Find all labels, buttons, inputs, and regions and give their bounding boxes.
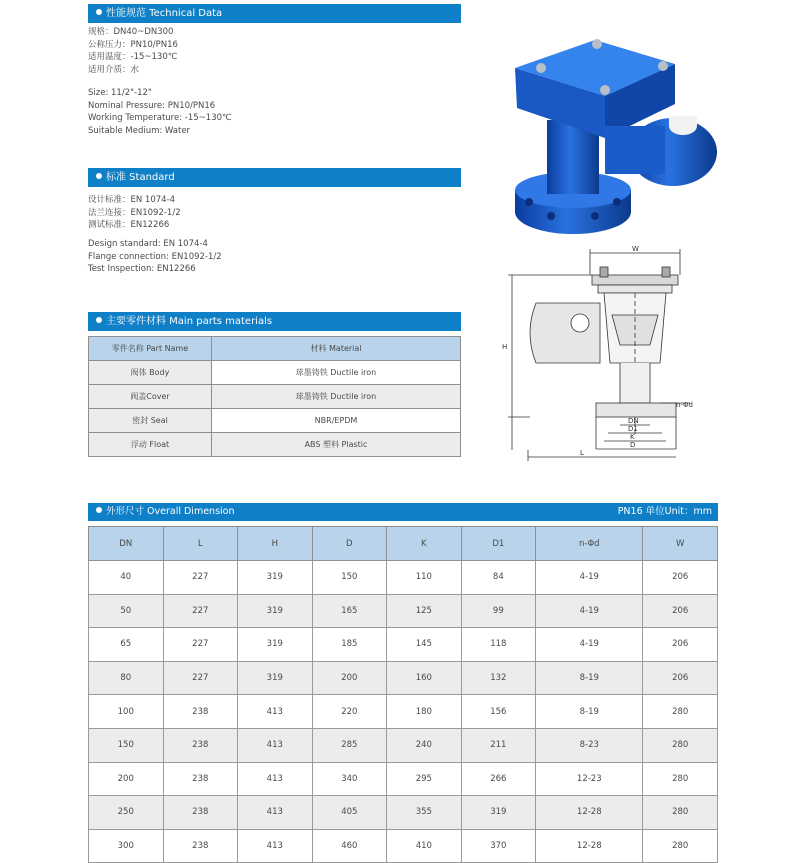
- table-cell: 99: [461, 594, 536, 628]
- table-cell: 84: [461, 561, 536, 595]
- table-cell: 319: [238, 628, 313, 662]
- table-cell: 4-19: [536, 628, 643, 662]
- table-cell: 238: [163, 796, 238, 830]
- table-cell: 206: [643, 628, 718, 662]
- tech-line: 适用温度：-15~130℃: [88, 52, 178, 62]
- bullet-icon: [96, 507, 102, 513]
- table-row: [89, 385, 461, 409]
- tech-line: Size: 11/2"-12": [88, 88, 152, 98]
- header-cell: L: [163, 527, 238, 561]
- table-cell: 185: [312, 628, 387, 662]
- technical-data-header: [88, 4, 461, 23]
- table-row: [89, 628, 718, 662]
- table-cell: 200: [312, 661, 387, 695]
- table-cell: 413: [238, 829, 313, 863]
- table-cell: 280: [643, 829, 718, 863]
- tech-line: 公称压力：PN10/PN16: [88, 39, 178, 50]
- table-cell: 280: [643, 728, 718, 762]
- table-header-row: [89, 337, 461, 361]
- tech-line: 适用介质：水: [88, 64, 140, 75]
- table-cell: 227: [163, 628, 238, 662]
- bullet-icon: [96, 173, 102, 179]
- technical-data-en: [88, 87, 232, 137]
- table-cell: 80: [89, 661, 164, 695]
- table-cell: 球墨铸铁 Ductile iron: [212, 385, 461, 409]
- table-cell: 206: [643, 561, 718, 595]
- table-cell: 50: [89, 594, 164, 628]
- header-cell: D: [312, 527, 387, 561]
- table-cell: 211: [461, 728, 536, 762]
- header-cell: 零件名称 Part Name: [89, 337, 212, 361]
- table-cell: 118: [461, 628, 536, 662]
- table-cell: 165: [312, 594, 387, 628]
- table-cell: 132: [461, 661, 536, 695]
- table-cell: 238: [163, 695, 238, 729]
- table-row: [89, 661, 718, 695]
- table-cell: 227: [163, 594, 238, 628]
- table-cell: 阀盖Cover: [89, 385, 212, 409]
- standard-line: Design standard: EN 1074-4: [88, 239, 208, 249]
- table-cell: 285: [312, 728, 387, 762]
- table-cell: 250: [89, 796, 164, 830]
- table-cell: 220: [312, 695, 387, 729]
- standard-line: 法兰连接：EN1092-1/2: [88, 207, 181, 218]
- label-nd: n-Φd: [676, 401, 693, 409]
- table-cell: 413: [238, 762, 313, 796]
- standard-title: 标准 Standard: [106, 172, 175, 183]
- table-cell: 295: [387, 762, 462, 796]
- table-cell: 227: [163, 561, 238, 595]
- table-cell: 413: [238, 695, 313, 729]
- materials-title: 主要零件材料 Main parts materials: [106, 316, 273, 327]
- table-cell: 150: [89, 728, 164, 762]
- table-row: [89, 695, 718, 729]
- label-l: L: [580, 449, 584, 457]
- valve-dimension-drawing: [500, 245, 710, 465]
- tech-line: Working Temperature: -15~130℃: [88, 113, 232, 123]
- table-cell: 180: [387, 695, 462, 729]
- header-cell: 材料 Material: [212, 337, 461, 361]
- table-cell: 280: [643, 762, 718, 796]
- table-header-row: [89, 527, 718, 561]
- table-cell: 4-19: [536, 561, 643, 595]
- table-cell: 160: [387, 661, 462, 695]
- materials-header: [88, 312, 461, 331]
- table-cell: 4-19: [536, 594, 643, 628]
- table-row: [89, 361, 461, 385]
- table-row: [89, 561, 718, 595]
- dimensions-table: [88, 526, 718, 863]
- table-cell: 238: [163, 762, 238, 796]
- table-cell: 280: [643, 695, 718, 729]
- standard-en: [88, 238, 222, 276]
- table-cell: 319: [238, 594, 313, 628]
- table-row: [89, 762, 718, 796]
- standard-line: 测试标准：EN12266: [88, 220, 170, 230]
- table-cell: 300: [89, 829, 164, 863]
- table-cell: 球墨铸铁 Ductile iron: [212, 361, 461, 385]
- header-cell: K: [387, 527, 462, 561]
- table-cell: 65: [89, 628, 164, 662]
- standard-header: [88, 168, 461, 187]
- table-cell: 156: [461, 695, 536, 729]
- header-cell: W: [643, 527, 718, 561]
- table-row: [89, 796, 718, 830]
- materials-table: [88, 336, 461, 457]
- bullet-icon: [96, 9, 102, 15]
- table-cell: 100: [89, 695, 164, 729]
- table-cell: 200: [89, 762, 164, 796]
- header-cell: H: [238, 527, 313, 561]
- table-cell: 8-19: [536, 661, 643, 695]
- technical-data-cn: [88, 26, 178, 76]
- table-cell: 238: [163, 728, 238, 762]
- label-d: D: [630, 441, 636, 449]
- standard-line: Flange connection: EN1092-1/2: [88, 251, 222, 262]
- dimensions-header: [88, 503, 718, 521]
- valve-photo: [505, 30, 720, 245]
- table-cell: 150: [312, 561, 387, 595]
- table-cell: 8-19: [536, 695, 643, 729]
- tech-line: 规格：DN40~DN300: [88, 27, 174, 37]
- table-cell: 阀体 Body: [89, 361, 212, 385]
- table-cell: 413: [238, 728, 313, 762]
- bullet-icon: [96, 317, 102, 323]
- table-row: [89, 728, 718, 762]
- technical-data-title: 性能规范 Technical Data: [106, 8, 223, 19]
- table-cell: 240: [387, 728, 462, 762]
- table-row: [89, 594, 718, 628]
- table-cell: 410: [387, 829, 462, 863]
- standard-cn: [88, 194, 181, 232]
- table-cell: 413: [238, 796, 313, 830]
- header-cell: n-Φd: [536, 527, 643, 561]
- table-cell: 405: [312, 796, 387, 830]
- table-cell: 145: [387, 628, 462, 662]
- table-cell: 460: [312, 829, 387, 863]
- table-cell: 12-23: [536, 762, 643, 796]
- table-cell: ABS 塑料 Plastic: [212, 433, 461, 457]
- header-cell: D1: [461, 527, 536, 561]
- table-cell: 110: [387, 561, 462, 595]
- label-w: W: [632, 245, 639, 253]
- table-cell: 319: [238, 661, 313, 695]
- table-cell: NBR/EPDM: [212, 409, 461, 433]
- table-cell: 340: [312, 762, 387, 796]
- label-h: H: [502, 343, 508, 351]
- table-cell: 355: [387, 796, 462, 830]
- header-cell: DN: [89, 527, 164, 561]
- table-cell: 206: [643, 661, 718, 695]
- table-cell: 12-28: [536, 796, 643, 830]
- table-cell: 238: [163, 829, 238, 863]
- label-k: K: [630, 433, 635, 441]
- label-d1: D1: [628, 425, 638, 433]
- tech-line: Nominal Pressure: PN10/PN16: [88, 100, 216, 111]
- standard-line: Test Inspection: EN12266: [88, 264, 196, 274]
- table-cell: 125: [387, 594, 462, 628]
- table-cell: 浮动 Float: [89, 433, 212, 457]
- table-row: [89, 829, 718, 863]
- table-cell: 266: [461, 762, 536, 796]
- table-cell: 319: [461, 796, 536, 830]
- table-cell: 319: [238, 561, 313, 595]
- dimensions-unit: PN16 单位Unit：mm: [617, 506, 712, 517]
- table-cell: 8-23: [536, 728, 643, 762]
- standard-line: 设计标准：EN 1074-4: [88, 195, 176, 205]
- table-cell: 密封 Seal: [89, 409, 212, 433]
- table-row: [89, 433, 461, 457]
- table-cell: 227: [163, 661, 238, 695]
- table-cell: 280: [643, 796, 718, 830]
- table-cell: 206: [643, 594, 718, 628]
- table-row: [89, 409, 461, 433]
- dimensions-title: 外形尺寸 Overall Dimension: [106, 506, 235, 517]
- table-cell: 12-28: [536, 829, 643, 863]
- label-dn: DN: [628, 417, 639, 425]
- table-cell: 370: [461, 829, 536, 863]
- tech-line: Suitable Medium: Water: [88, 125, 191, 136]
- table-cell: 40: [89, 561, 164, 595]
